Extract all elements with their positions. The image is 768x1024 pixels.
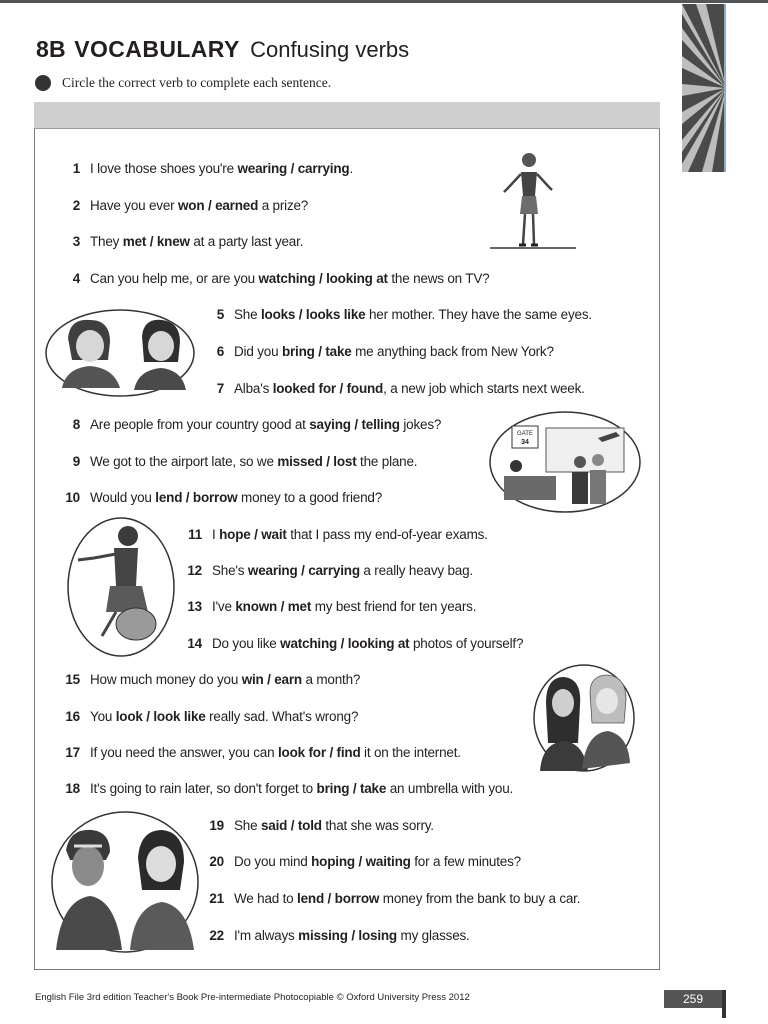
sentence-number: 20 bbox=[209, 854, 224, 869]
sentence-text-after: the news on TV? bbox=[387, 271, 490, 286]
option-separator: / bbox=[350, 417, 362, 432]
sentence-text-after: money to a good friend? bbox=[237, 490, 383, 505]
verb-option-1[interactable]: hoping bbox=[311, 854, 355, 869]
sentence-number: 5 bbox=[216, 307, 224, 322]
sentence-text-after: . bbox=[349, 161, 353, 176]
sentence-text bbox=[90, 234, 303, 249]
sentence-text-after: it on the internet. bbox=[360, 745, 461, 760]
gate-sign-label: GATE bbox=[517, 431, 533, 437]
verb-option-2[interactable]: wait bbox=[261, 527, 287, 542]
sentence-text bbox=[90, 198, 308, 213]
sentence-text bbox=[90, 490, 382, 505]
sentence-number: 6 bbox=[216, 344, 224, 359]
sentence-text-before: She bbox=[234, 307, 261, 322]
option-separator: / bbox=[297, 563, 309, 578]
sentence-text-before: They bbox=[90, 234, 123, 249]
sentence-item bbox=[56, 744, 461, 762]
option-separator: / bbox=[287, 161, 298, 176]
sentence-text-before: She's bbox=[212, 563, 248, 578]
sentence-number: 17 bbox=[65, 745, 80, 760]
sentence-item bbox=[178, 635, 523, 653]
verb-option-2[interactable]: losing bbox=[358, 928, 397, 943]
sentence-text bbox=[212, 599, 476, 614]
sentence-number: 8 bbox=[72, 417, 80, 432]
sentence-number: 22 bbox=[209, 928, 224, 943]
sentence-number: 16 bbox=[65, 709, 80, 724]
sentence-number: 13 bbox=[187, 599, 202, 614]
sentence-item bbox=[56, 416, 441, 434]
verb-option-2[interactable]: told bbox=[297, 818, 322, 833]
option-separator: / bbox=[354, 854, 366, 869]
sentence-text-before: Are people from your country good at bbox=[90, 417, 310, 432]
sentence-text bbox=[212, 527, 488, 542]
sentence-number: 15 bbox=[65, 672, 80, 687]
verb-option-2[interactable]: carrying bbox=[297, 161, 350, 176]
verb-option-1[interactable]: win bbox=[241, 672, 264, 687]
sentence-text bbox=[234, 381, 585, 396]
sentence-number: 2 bbox=[72, 198, 80, 213]
standing-woman-illustration bbox=[488, 148, 578, 254]
sentence-text-after: jokes? bbox=[399, 417, 442, 432]
sentence-text bbox=[234, 854, 521, 869]
verb-option-2[interactable]: telling bbox=[361, 417, 400, 432]
verb-option-2[interactable]: met bbox=[287, 599, 312, 614]
option-separator: / bbox=[337, 636, 348, 651]
sentence-number: 14 bbox=[187, 636, 202, 651]
sentence-text-after: an umbrella with you. bbox=[386, 781, 514, 796]
option-separator: / bbox=[335, 381, 347, 396]
sunburst-decoration bbox=[682, 4, 726, 172]
sentence-text bbox=[212, 636, 523, 651]
verb-option-1[interactable]: watching bbox=[258, 271, 316, 286]
option-separator: / bbox=[142, 709, 154, 724]
page-heading bbox=[36, 36, 409, 63]
sentence-item bbox=[56, 489, 382, 507]
sentence-text-after: money from the bank to buy a car. bbox=[379, 891, 581, 906]
sentence-text-before: How much money do you bbox=[90, 672, 242, 687]
verb-option-2[interactable]: looking at bbox=[347, 636, 410, 651]
option-separator: / bbox=[146, 234, 157, 249]
verb-option-2[interactable]: earn bbox=[274, 672, 302, 687]
sentence-item bbox=[56, 197, 308, 215]
sentence-text-before: Can you help me, or are you bbox=[90, 271, 259, 286]
sentence-item bbox=[56, 671, 360, 689]
option-separator: / bbox=[314, 344, 326, 359]
sentence-text-before: I'm always bbox=[234, 928, 299, 943]
sentence-number: 4 bbox=[72, 271, 80, 286]
sentence-item bbox=[56, 453, 417, 471]
two-women-sad-illustration bbox=[532, 663, 636, 773]
sentence-text-after: the plane. bbox=[356, 454, 418, 469]
sentence-item bbox=[200, 890, 580, 908]
section-subtitle: Confusing verbs bbox=[250, 37, 410, 62]
sentence-number: 11 bbox=[188, 527, 202, 542]
verb-option-1[interactable]: known bbox=[235, 599, 278, 614]
sentence-text-after: a prize? bbox=[258, 198, 309, 213]
verb-option-1[interactable]: missed bbox=[277, 454, 323, 469]
option-separator: / bbox=[349, 781, 360, 796]
sentence-text-before: If you need the answer, you can bbox=[90, 745, 278, 760]
verb-option-1[interactable]: wearing bbox=[237, 161, 288, 176]
mother-daughter-illustration bbox=[44, 308, 196, 398]
option-separator: / bbox=[322, 454, 334, 469]
sentence-text bbox=[90, 745, 461, 760]
verb-option-2[interactable]: looks like bbox=[305, 307, 366, 322]
option-separator: / bbox=[315, 271, 327, 286]
option-separator: / bbox=[287, 818, 298, 833]
sentence-text bbox=[234, 928, 470, 943]
sentence-text-after: her mother. They have the same eyes. bbox=[365, 307, 592, 322]
sentence-item bbox=[56, 160, 353, 178]
verb-option-1[interactable]: missing bbox=[298, 928, 348, 943]
sentence-number: 19 bbox=[209, 818, 224, 833]
sentence-text-after: photos of yourself? bbox=[409, 636, 524, 651]
sentence-text bbox=[90, 271, 489, 286]
sentence-text-before: I bbox=[212, 527, 220, 542]
option-separator: / bbox=[250, 527, 262, 542]
verb-option-2[interactable]: borrow bbox=[334, 891, 380, 906]
sentence-text bbox=[90, 672, 360, 687]
sentence-text-after: a really heavy bag. bbox=[359, 563, 473, 578]
sentence-text bbox=[90, 781, 513, 796]
sentence-item bbox=[56, 233, 303, 251]
sentence-text-before: Did you bbox=[234, 344, 282, 359]
gate-sign-number: 34 bbox=[521, 439, 529, 446]
option-separator: / bbox=[204, 198, 216, 213]
verb-option-2[interactable]: earned bbox=[215, 198, 259, 213]
verb-option-1[interactable]: wearing bbox=[247, 563, 298, 578]
verb-option-1[interactable]: met bbox=[122, 234, 147, 249]
sentence-item bbox=[56, 780, 513, 798]
sentence-item bbox=[56, 270, 489, 288]
verb-option-2[interactable]: waiting bbox=[365, 854, 411, 869]
footer-credit: English File 3rd edition Teacher's Book Pre-intermediate Photocopiable © Oxford University Press 2012 bbox=[35, 992, 470, 1003]
sentence-text-after: that she was sorry. bbox=[321, 818, 434, 833]
sentence-text-after: , a new job which starts next week. bbox=[383, 381, 585, 396]
sentence-number: 18 bbox=[65, 781, 80, 796]
option-separator: / bbox=[295, 307, 306, 322]
verb-option-1[interactable]: lend bbox=[297, 891, 324, 906]
verb-option-1[interactable]: look for bbox=[277, 745, 326, 760]
verb-option-1[interactable]: watching bbox=[280, 636, 338, 651]
sentence-number: 9 bbox=[72, 454, 80, 469]
verb-option-2[interactable]: borrow bbox=[192, 490, 238, 505]
sentence-text-before: She bbox=[234, 818, 261, 833]
sentence-text-after: for a few minutes? bbox=[410, 854, 521, 869]
verb-option-2[interactable]: found bbox=[346, 381, 384, 396]
man-woman-illustration bbox=[50, 810, 200, 954]
option-separator: / bbox=[325, 745, 337, 760]
sentence-text-before: We got to the airport late, so we bbox=[90, 454, 278, 469]
sentence-text bbox=[90, 709, 358, 724]
sentence-text bbox=[234, 307, 592, 322]
sentence-text-before: We had to bbox=[234, 891, 298, 906]
verb-option-2[interactable]: carrying bbox=[308, 563, 360, 578]
sentence-text-after: really sad. What's wrong? bbox=[205, 709, 359, 724]
sentence-text bbox=[90, 161, 353, 176]
sentence-text-before: Do you mind bbox=[234, 854, 312, 869]
sentence-text bbox=[234, 891, 580, 906]
verb-option-2[interactable]: knew bbox=[156, 234, 190, 249]
sentence-text bbox=[212, 563, 473, 578]
sentence-item bbox=[178, 562, 473, 580]
verb-option-2[interactable]: take bbox=[325, 344, 352, 359]
sentence-text-before: Would you bbox=[90, 490, 156, 505]
verb-option-1[interactable]: saying bbox=[309, 417, 351, 432]
verb-option-2[interactable]: find bbox=[336, 745, 361, 760]
verb-option-1[interactable]: look bbox=[115, 709, 143, 724]
sentence-item bbox=[200, 306, 592, 324]
option-separator: / bbox=[263, 672, 275, 687]
sentence-number: 1 bbox=[72, 161, 80, 176]
option-separator: / bbox=[182, 490, 193, 505]
instruction-bullet-icon bbox=[35, 75, 51, 91]
sentence-item bbox=[200, 817, 434, 835]
verb-option-1[interactable]: bring bbox=[281, 344, 315, 359]
sentence-text bbox=[90, 454, 417, 469]
sentence-text bbox=[234, 344, 554, 359]
sentence-text bbox=[234, 818, 434, 833]
sentence-item bbox=[178, 598, 476, 616]
sentence-text-after: my glasses. bbox=[396, 928, 470, 943]
verb-option-1[interactable]: looks bbox=[260, 307, 296, 322]
woman-carrying-bag-illustration bbox=[66, 516, 176, 658]
sentence-text-before: I've bbox=[212, 599, 236, 614]
verb-option-1[interactable]: won bbox=[178, 198, 205, 213]
option-separator: / bbox=[277, 599, 288, 614]
verb-option-1[interactable]: lend bbox=[155, 490, 183, 505]
instruction-text: Circle the correct verb to complete each sentence. bbox=[62, 75, 332, 90]
sentence-item bbox=[56, 708, 358, 726]
verb-option-1[interactable]: looked for bbox=[272, 381, 336, 396]
sentence-text-after: me anything back from New York? bbox=[351, 344, 554, 359]
verb-option-1[interactable]: bring bbox=[316, 781, 350, 796]
section-code: 8B bbox=[36, 36, 66, 62]
exercise-header-band bbox=[34, 102, 660, 129]
sentence-text bbox=[90, 417, 441, 432]
sentence-item bbox=[200, 380, 585, 398]
sentence-number: 12 bbox=[187, 563, 202, 578]
verb-option-1[interactable]: said bbox=[260, 818, 288, 833]
sentence-number: 21 bbox=[209, 891, 224, 906]
sentence-number: 7 bbox=[216, 381, 224, 396]
verb-option-2[interactable]: looking at bbox=[326, 271, 388, 286]
sentence-number: 10 bbox=[65, 490, 80, 505]
sentence-text-before: I love those shoes you're bbox=[90, 161, 238, 176]
sentence-text-before: You bbox=[90, 709, 116, 724]
verb-option-1[interactable]: hope bbox=[219, 527, 251, 542]
verb-option-2[interactable]: take bbox=[359, 781, 387, 796]
sentence-item bbox=[200, 927, 470, 945]
sentence-text-after: at a party last year. bbox=[189, 234, 304, 249]
airport-gate-illustration bbox=[488, 410, 642, 514]
sentence-text-before: It's going to rain later, so don't forget to bbox=[90, 781, 317, 796]
sentence-text-before: Do you like bbox=[212, 636, 281, 651]
sentence-text-before: Alba's bbox=[234, 381, 273, 396]
top-rule bbox=[0, 0, 768, 3]
sentence-number: 3 bbox=[72, 234, 80, 249]
option-separator: / bbox=[324, 891, 335, 906]
option-separator: / bbox=[347, 928, 359, 943]
page-number: 259 bbox=[664, 990, 722, 1008]
page-tab-edge bbox=[722, 990, 726, 1018]
sentence-item bbox=[178, 526, 488, 544]
section-word: VOCABULARY bbox=[74, 36, 240, 62]
verb-option-2[interactable]: lost bbox=[333, 454, 357, 469]
sentence-item bbox=[200, 853, 521, 871]
sentence-text-after: that I pass my end-of-year exams. bbox=[286, 527, 488, 542]
sentence-text-after: my best friend for ten years. bbox=[311, 599, 477, 614]
sentence-text-before: Have you ever bbox=[90, 198, 178, 213]
sentence-text-after: a month? bbox=[301, 672, 361, 687]
verb-option-2[interactable]: look like bbox=[153, 709, 206, 724]
sentence-item bbox=[200, 343, 554, 361]
